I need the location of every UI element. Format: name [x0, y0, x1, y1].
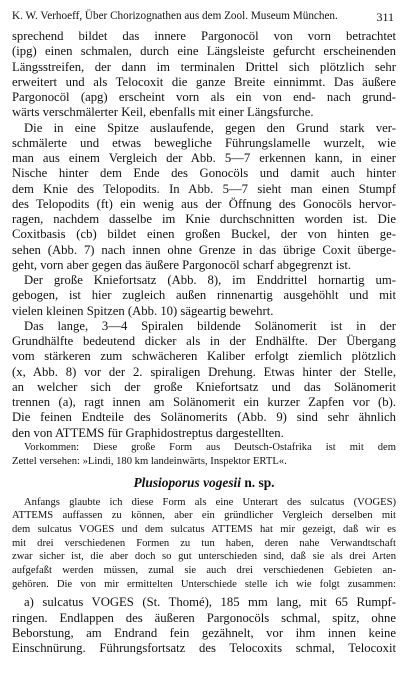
species-name: Plusioporus vogesii [133, 474, 241, 490]
text-line: des Telopodits (ft) ein wenig aus der Öffnung des Gonocöls hervor- [12, 196, 396, 211]
text-line: (x, Abb. 8) vor der 2. spiraligen Drehung. Etwas hinter der Stelle, [12, 364, 396, 379]
text-line: Coxitbasis (cb) bildet einen großen Buckel, der von hinten ge- [12, 227, 396, 242]
running-title: K. W. Verhoeff, Über Chorizognathen aus dem Zool. Museum München. [12, 10, 338, 22]
text-line: Anfangs glaubte ich diese Form als eine Unterart des sulcatus (VOGES) [24, 496, 396, 508]
text-line: aufgefaßt werden müssen, zumal sie auch drei verschiedenen Gebieten an- [12, 565, 396, 577]
text-line: mit drei verschiedenen Formen zu tun haben, deren nahe Verwandtschaft [12, 537, 396, 549]
text-line: vom stärkeren zum schwächeren Kaliber erfolgt ziemlich plötzlich [12, 349, 396, 364]
text-line: sprechend bildet das innere Pargonocöl von vorn betrachtet [12, 29, 396, 43]
text-line: geht, vorn aber gegen das äußere Pargonocöl scharf abgegrenzt ist. [12, 257, 352, 272]
text-line: gebogen, ist hier zugleich außen rinnenartig ausgehöhlt und mit [12, 288, 396, 303]
text-line: (ipg) einen schmalen, durch eine Längsleiste gefurcht erscheinenden [12, 44, 396, 59]
text-line: Vorkommen: Diese große Form aus Deutsch-Ostafrika ist mit dem [24, 441, 396, 453]
body-paragraph [12, 273, 396, 319]
text-line: sehen (Abb. 7) nach innen ohne Grenze in das übrige Coxit überge- [12, 242, 396, 257]
text-line: Einschnürung. Führungsfortsatz des Telocoxits schmal, Telocoxit [12, 641, 396, 656]
text-line: trennen (a), ragt innen am Solänomerit ein kurzer Zapfen vor (b). [12, 395, 396, 409]
body-paragraph [12, 319, 396, 441]
text-line: dem Knie des Telopodits. In Abb. 5—7 sieht man einen Stumpf [12, 181, 396, 196]
locality-note [12, 441, 396, 469]
text-line: Pargonocöl (apg) erscheint vorn als ein von end- nach grund- [12, 90, 396, 104]
text-line: man aus einem Vergleich der Abb. 5—7 erkennen kann, in einer [12, 151, 396, 165]
text-line: ringen. Endlappen des äußeren Pargonocöls schmal, spitz, ohne [12, 610, 396, 625]
text-line: Die in eine Spitze auslaufende, gegen den Grund stark ver- [24, 120, 396, 135]
text-line: ATTEMS auffassen zu können, aber ein gründlicher Vergleich derselben mit [12, 510, 396, 522]
text-line: zwar sicher ist, die aber doch so gut unterschieden sind, daß sie als drei Arten [12, 551, 396, 563]
body-paragraph [12, 121, 396, 274]
text-line: Die feinen Endteile des Solänomerits (Abb. 9) sind sehr ähnlich [12, 410, 396, 425]
text-line: erweitert und als Telocoxit die ganze Breite einnimmt. Das äußere [12, 74, 396, 89]
text-line: vielen kleinen Spitzen (Abb. 10) sägeartig bewehrt. [12, 303, 274, 318]
species-suffix: n. sp. [244, 474, 275, 490]
page-number: 311 [376, 10, 394, 24]
text-line: Beborstung, am Endrand fein gezähnelt, vor ihm innen keine [12, 625, 396, 640]
text-line: den von ATTEMS für Graphidostreptus dargestellten. [12, 425, 284, 440]
running-header [12, 9, 396, 29]
text-line: Grundhälfte bedeutend dicker als in der Endhälfte. Der Übergang [12, 334, 396, 348]
text-line: Nische hinter dem Ende des Gonocöls und damit auch hinter [12, 166, 396, 181]
body-paragraph [12, 29, 396, 121]
small-print-paragraph [12, 496, 396, 592]
body-paragraph [12, 595, 396, 656]
text-line: a) sulcatus VOGES (St. Thomé), 185 mm lang, mit 65 Rumpf- [24, 595, 396, 610]
text-line: gehören. Die von mir ermittelten Unterschiede stelle ich wie folgt zusammen: [12, 578, 396, 590]
text-line: Der große Kniefortsatz (Abb. 8), im Enddrittel hornartig um- [24, 273, 396, 287]
text-line: ragen, nachdem dasselbe im Knie durchschnitten worden ist. Die [12, 212, 396, 226]
text-line: an welcher sich der große Kniefortsatz und das Solänomerit [12, 379, 396, 394]
section-heading [12, 475, 396, 491]
text-line: Zettel versehen: »Lindi, 180 km landeinwärts, Inspektor ERTL«. [12, 455, 287, 467]
text-line: schmälerte und etwas bewegliche Führungslamelle wurzelt, wie [12, 135, 396, 150]
text-line: Das lange, 3—4 Spiralen bildende Solänomerit ist in der [24, 318, 396, 333]
text-line: wärts verschmälerter Keil, ebenfalls mit einer Längsfurche. [12, 105, 314, 120]
text-line: dem sulcatus VOGES und dem sulcatus ATTEMS hat mir gezeigt, daß wir es [12, 523, 396, 535]
text-line: Längsstreifen, der dann im terminalen Drittel sich plötzlich sehr [12, 59, 396, 74]
